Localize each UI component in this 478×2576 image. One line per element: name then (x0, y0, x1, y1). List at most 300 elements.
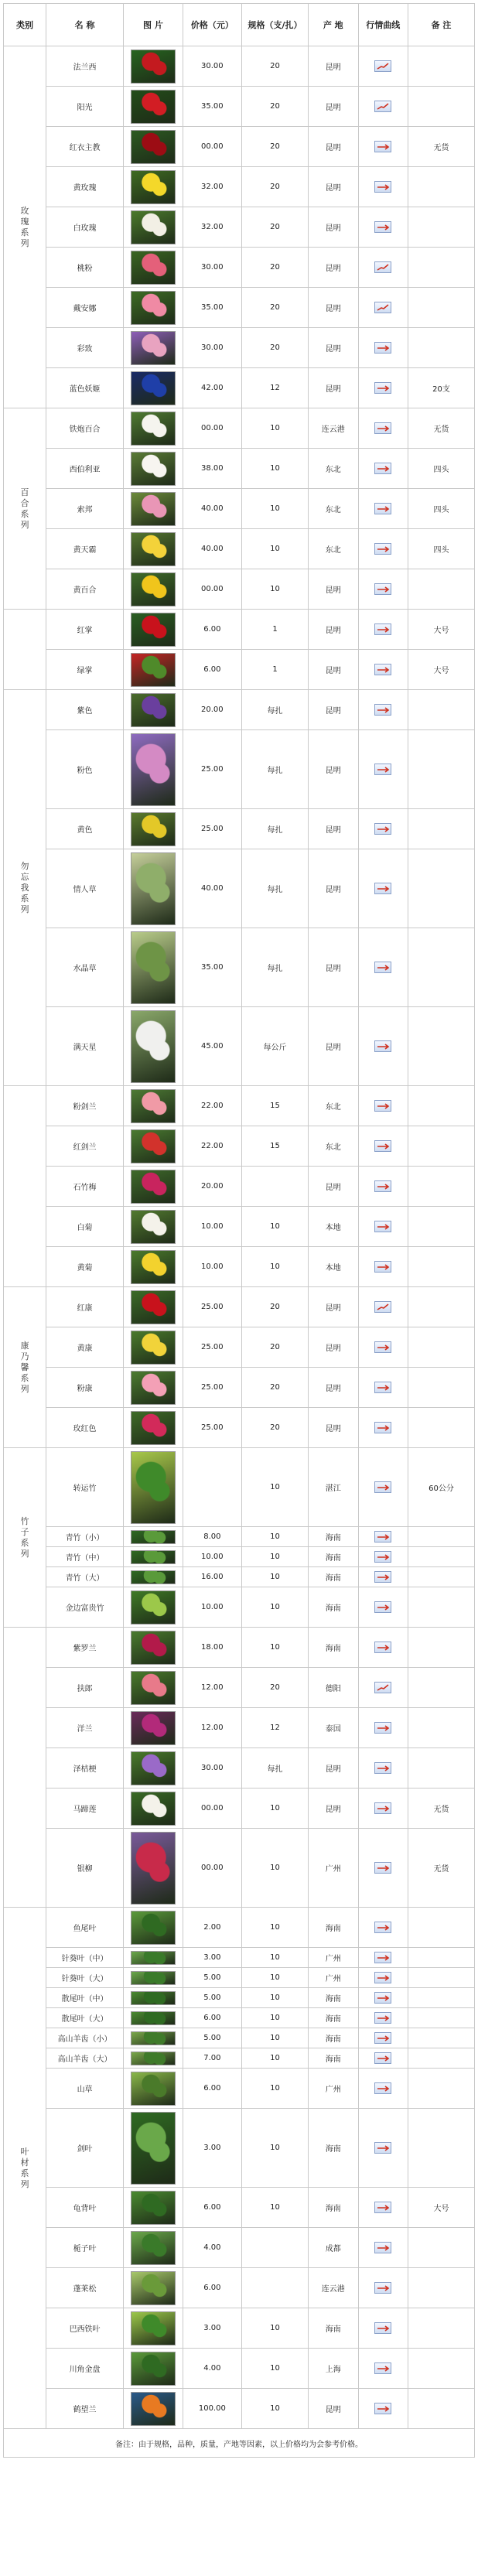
flower-thumbnail[interactable] (131, 2392, 176, 2426)
table-row (4, 1668, 475, 1708)
price-cell: 30.00 (183, 328, 241, 368)
category-label: 勿忘我系列 (20, 860, 29, 914)
note-cell (408, 1628, 474, 1668)
origin-cell: 东北 (309, 1086, 358, 1126)
image-cell (124, 928, 183, 1007)
price-cell: 5.00 (183, 2028, 241, 2048)
image-cell (124, 650, 183, 690)
trend-cell (358, 2389, 408, 2429)
trend-cell (358, 2228, 408, 2268)
table-row (4, 849, 475, 928)
image-cell (124, 1988, 183, 2008)
flower-thumbnail[interactable] (131, 1570, 176, 1584)
table-row (4, 1287, 475, 1327)
trend-up-icon[interactable] (374, 261, 391, 273)
trend-flat-icon[interactable] (374, 1992, 391, 2004)
spec-cell: 10 (242, 1829, 309, 1908)
trend-flat-icon[interactable] (374, 1922, 391, 1933)
spec-cell: 每扎 (242, 730, 309, 809)
note-cell: 无货 (408, 1789, 474, 1829)
price-cell: 3.00 (183, 2308, 241, 2349)
trend-cell (358, 408, 408, 449)
table-row (4, 248, 475, 288)
note-cell (408, 1167, 474, 1207)
trend-flat-icon[interactable] (374, 2142, 391, 2154)
spec-cell (242, 1167, 309, 1207)
name-cell: 川角金盘 (46, 2349, 123, 2389)
table-row (4, 1368, 475, 1408)
trend-cell (358, 610, 408, 650)
price-cell: 5.00 (183, 1988, 241, 2008)
flower-thumbnail[interactable] (131, 693, 176, 727)
flower-thumbnail[interactable] (131, 2031, 176, 2045)
flower-thumbnail[interactable] (131, 210, 176, 244)
trend-flat-icon[interactable] (374, 1040, 391, 1052)
flower-thumbnail[interactable] (131, 2271, 176, 2305)
trend-cell (358, 87, 408, 127)
price-cell: 6.00 (183, 2069, 241, 2109)
image-cell (124, 288, 183, 328)
price-cell: 6.00 (183, 650, 241, 690)
flower-thumbnail[interactable] (131, 1832, 176, 1905)
flower-thumbnail[interactable] (131, 2352, 176, 2386)
image-cell (124, 1948, 183, 1968)
origin-cell: 昆明 (309, 1408, 358, 1448)
price-cell: 6.00 (183, 2008, 241, 2028)
flower-thumbnail[interactable] (131, 931, 176, 1004)
origin-cell: 广州 (309, 1829, 358, 1908)
price-cell: 25.00 (183, 1327, 241, 1368)
flower-thumbnail[interactable] (131, 532, 176, 566)
trend-flat-icon[interactable] (374, 181, 391, 193)
spec-cell: 20 (242, 328, 309, 368)
price-cell: 25.00 (183, 1408, 241, 1448)
name-cell: 栀子叶 (46, 2228, 123, 2268)
flower-thumbnail[interactable] (131, 1590, 176, 1625)
trend-flat-icon[interactable] (374, 2242, 391, 2253)
note-cell (408, 1948, 474, 1968)
flower-thumbnail[interactable] (131, 1371, 176, 1405)
note-cell: 20支 (408, 368, 474, 408)
name-cell: 黄菊 (46, 1247, 123, 1287)
name-cell: 粉康 (46, 1368, 123, 1408)
name-cell: 白玫瑰 (46, 207, 123, 248)
trend-flat-icon[interactable] (374, 1551, 391, 1563)
price-cell: 00.00 (183, 569, 241, 610)
flower-thumbnail[interactable] (131, 2011, 176, 2025)
spec-cell: 每扎 (242, 690, 309, 730)
trend-flat-icon[interactable] (374, 2032, 391, 2044)
trend-flat-icon[interactable] (374, 1762, 391, 1774)
flower-thumbnail[interactable] (131, 412, 176, 446)
trend-cell (358, 1789, 408, 1829)
price-cell (183, 1448, 241, 1527)
flower-thumbnail[interactable] (131, 251, 176, 285)
trend-flat-icon[interactable] (374, 1481, 391, 1493)
flower-thumbnail[interactable] (131, 1751, 176, 1785)
trend-up-icon[interactable] (374, 1682, 391, 1693)
flower-thumbnail[interactable] (131, 170, 176, 204)
trend-flat-icon[interactable] (374, 1341, 391, 1353)
flower-thumbnail[interactable] (131, 1331, 176, 1365)
table-row (4, 809, 475, 849)
image-cell (124, 1829, 183, 1908)
name-cell: 针葵叶（中） (46, 1948, 123, 1968)
origin-cell: 上海 (309, 2349, 358, 2389)
category-cell (4, 1287, 46, 1448)
price-cell: 25.00 (183, 1287, 241, 1327)
note-cell (408, 288, 474, 328)
spec-cell: 10 (242, 1567, 309, 1587)
note-cell (408, 1007, 474, 1086)
trend-cell (358, 529, 408, 569)
price-cell: 40.00 (183, 489, 241, 529)
origin-cell: 昆明 (309, 1287, 358, 1327)
trend-flat-icon[interactable] (374, 422, 391, 434)
table-row (4, 1628, 475, 1668)
flower-thumbnail[interactable] (131, 371, 176, 405)
table-row (4, 1948, 475, 1968)
image-cell (124, 328, 183, 368)
table-row (4, 1547, 475, 1567)
table-row (4, 1748, 475, 1789)
price-cell: 18.00 (183, 1628, 241, 1668)
category-cell (4, 610, 46, 690)
trend-flat-icon[interactable] (374, 1100, 391, 1112)
name-cell: 蓝色妖姬 (46, 368, 123, 408)
image-cell (124, 2308, 183, 2349)
table-row (4, 1126, 475, 1167)
note-cell (408, 849, 474, 928)
name-cell: 青竹（小） (46, 1527, 123, 1547)
flower-thumbnail[interactable] (131, 1010, 176, 1083)
price-cell: 35.00 (183, 288, 241, 328)
flower-thumbnail[interactable] (131, 1250, 176, 1284)
flower-thumbnail[interactable] (131, 1290, 176, 1324)
price-cell: 3.00 (183, 2109, 241, 2188)
image-cell (124, 1167, 183, 1207)
origin-cell: 海南 (309, 2308, 358, 2349)
name-cell: 扶郎 (46, 1668, 123, 1708)
flower-thumbnail[interactable] (131, 1671, 176, 1705)
table-row (4, 1327, 475, 1368)
note-cell (408, 2308, 474, 2349)
flower-thumbnail[interactable] (131, 2112, 176, 2185)
trend-up-icon[interactable] (374, 302, 391, 313)
origin-cell: 昆明 (309, 1167, 358, 1207)
table-row (4, 1829, 475, 1908)
flower-thumbnail[interactable] (131, 492, 176, 526)
trend-flat-icon[interactable] (374, 764, 391, 775)
trend-up-icon[interactable] (374, 1301, 391, 1313)
table-row (4, 1708, 475, 1748)
trend-flat-icon[interactable] (374, 221, 391, 233)
trend-flat-icon[interactable] (374, 2282, 391, 2294)
header-origin: 产 地 (309, 4, 358, 46)
price-cell: 6.00 (183, 610, 241, 650)
trend-flat-icon[interactable] (374, 2403, 391, 2414)
trend-flat-icon[interactable] (374, 1952, 391, 1963)
origin-cell: 东北 (309, 529, 358, 569)
trend-flat-icon[interactable] (374, 883, 391, 894)
flower-thumbnail[interactable] (131, 291, 176, 325)
origin-cell: 昆明 (309, 328, 358, 368)
trend-flat-icon[interactable] (374, 342, 391, 354)
flower-thumbnail[interactable] (131, 1711, 176, 1745)
flower-thumbnail[interactable] (131, 1129, 176, 1163)
flower-thumbnail[interactable] (131, 1951, 176, 1965)
trend-flat-icon[interactable] (374, 2082, 391, 2094)
origin-cell: 海南 (309, 2048, 358, 2069)
image-cell (124, 1207, 183, 1247)
name-cell: 白菊 (46, 1207, 123, 1247)
image-cell (124, 1968, 183, 1988)
name-cell: 洋兰 (46, 1708, 123, 1748)
price-cell: 45.00 (183, 1007, 241, 1086)
flower-price-table (3, 3, 475, 2458)
image-cell (124, 368, 183, 408)
trend-flat-icon[interactable] (374, 1571, 391, 1583)
trend-cell (358, 2008, 408, 2028)
origin-cell: 海南 (309, 1587, 358, 1628)
price-cell: 10.00 (183, 1207, 241, 1247)
trend-cell (358, 2349, 408, 2389)
trend-flat-icon[interactable] (374, 823, 391, 835)
price-cell: 38.00 (183, 449, 241, 489)
table-row (4, 408, 475, 449)
spec-cell: 10 (242, 1207, 309, 1247)
spec-cell: 10 (242, 1527, 309, 1547)
flower-thumbnail[interactable] (131, 613, 176, 647)
note-cell (408, 1368, 474, 1408)
trend-flat-icon[interactable] (374, 1261, 391, 1273)
flower-thumbnail[interactable] (131, 1991, 176, 2005)
trend-cell (358, 449, 408, 489)
note-cell: 四头 (408, 529, 474, 569)
name-cell: 山草 (46, 2069, 123, 2109)
flower-thumbnail[interactable] (131, 733, 176, 806)
image-cell (124, 1547, 183, 1567)
table-row (4, 1408, 475, 1448)
flower-thumbnail[interactable] (131, 1170, 176, 1204)
header-image: 图 片 (124, 4, 183, 46)
trend-flat-icon[interactable] (374, 1140, 391, 1152)
spec-cell: 1 (242, 610, 309, 650)
flower-thumbnail[interactable] (131, 1971, 176, 1985)
table-row (4, 1007, 475, 1086)
spec-cell: 20 (242, 1327, 309, 1368)
flower-thumbnail[interactable] (131, 852, 176, 925)
note-cell: 四头 (408, 489, 474, 529)
note-cell (408, 809, 474, 849)
price-cell: 25.00 (183, 809, 241, 849)
origin-cell: 昆明 (309, 849, 358, 928)
name-cell: 满天星 (46, 1007, 123, 1086)
image-cell (124, 2349, 183, 2389)
image-cell (124, 1587, 183, 1628)
table-row (4, 328, 475, 368)
price-cell: 16.00 (183, 1567, 241, 1587)
origin-cell: 海南 (309, 2028, 358, 2048)
trend-flat-icon[interactable] (374, 1862, 391, 1874)
price-cell: 32.00 (183, 207, 241, 248)
flower-thumbnail[interactable] (131, 331, 176, 365)
trend-flat-icon[interactable] (374, 1972, 391, 1983)
trend-flat-icon[interactable] (374, 583, 391, 595)
trend-up-icon[interactable] (374, 101, 391, 112)
table-row (4, 2008, 475, 2028)
flower-thumbnail[interactable] (131, 812, 176, 846)
name-cell: 铁炮百合 (46, 408, 123, 449)
flower-thumbnail[interactable] (131, 1550, 176, 1564)
trend-flat-icon[interactable] (374, 1601, 391, 1613)
flower-thumbnail[interactable] (131, 50, 176, 84)
image-cell (124, 87, 183, 127)
table-row (4, 1527, 475, 1547)
note-cell (408, 1587, 474, 1628)
note-cell: 大号 (408, 2188, 474, 2228)
spec-cell: 20 (242, 288, 309, 328)
table-row (4, 2228, 475, 2268)
image-cell (124, 1287, 183, 1327)
flower-thumbnail[interactable] (131, 653, 176, 687)
origin-cell: 海南 (309, 1547, 358, 1567)
price-cell: 42.00 (183, 368, 241, 408)
trend-flat-icon[interactable] (374, 1802, 391, 1814)
trend-flat-icon[interactable] (374, 1642, 391, 1653)
price-cell: 4.00 (183, 2228, 241, 2268)
trend-flat-icon[interactable] (374, 1531, 391, 1543)
origin-cell: 海南 (309, 1908, 358, 1948)
note-cell (408, 2389, 474, 2429)
image-cell (124, 2028, 183, 2048)
note-cell (408, 1527, 474, 1547)
trend-flat-icon[interactable] (374, 704, 391, 716)
origin-cell: 昆明 (309, 167, 358, 207)
note-cell (408, 1247, 474, 1287)
spec-cell: 10 (242, 2389, 309, 2429)
flower-thumbnail[interactable] (131, 2052, 176, 2065)
flower-thumbnail[interactable] (131, 130, 176, 164)
price-cell: 32.00 (183, 167, 241, 207)
trend-flat-icon[interactable] (374, 1221, 391, 1232)
flower-thumbnail[interactable] (131, 572, 176, 606)
flower-thumbnail[interactable] (131, 2231, 176, 2265)
name-cell: 戴安娜 (46, 288, 123, 328)
name-cell: 散尾叶（中） (46, 1988, 123, 2008)
flower-thumbnail[interactable] (131, 1451, 176, 1524)
image-cell (124, 1368, 183, 1408)
name-cell: 红掌 (46, 610, 123, 650)
price-cell: 10.00 (183, 1587, 241, 1628)
trend-cell (358, 2268, 408, 2308)
origin-cell: 海南 (309, 1527, 358, 1547)
table-row (4, 2349, 475, 2389)
trend-flat-icon[interactable] (374, 664, 391, 675)
spec-cell: 10 (242, 1547, 309, 1567)
trend-cell (358, 1247, 408, 1287)
flower-thumbnail[interactable] (131, 90, 176, 124)
spec-cell: 10 (242, 1628, 309, 1668)
name-cell: 龟背叶 (46, 2188, 123, 2228)
trend-flat-icon[interactable] (374, 2052, 391, 2064)
table-header (4, 4, 475, 46)
flower-thumbnail[interactable] (131, 2311, 176, 2345)
flower-thumbnail[interactable] (131, 2072, 176, 2106)
price-cell: 10.00 (183, 1247, 241, 1287)
flower-thumbnail[interactable] (131, 452, 176, 486)
note-cell (408, 1668, 474, 1708)
trend-flat-icon[interactable] (374, 382, 391, 394)
note-cell (408, 569, 474, 610)
image-cell (124, 1247, 183, 1287)
image-cell (124, 2228, 183, 2268)
trend-flat-icon[interactable] (374, 624, 391, 635)
flower-thumbnail[interactable] (131, 1411, 176, 1445)
trend-flat-icon[interactable] (374, 2202, 391, 2213)
price-cell: 00.00 (183, 127, 241, 167)
trend-flat-icon[interactable] (374, 2362, 391, 2374)
flower-thumbnail[interactable] (131, 1792, 176, 1826)
image-cell (124, 489, 183, 529)
flower-thumbnail[interactable] (131, 1210, 176, 1244)
trend-flat-icon[interactable] (374, 503, 391, 514)
spec-cell: 10 (242, 489, 309, 529)
trend-flat-icon[interactable] (374, 463, 391, 474)
trend-up-icon[interactable] (374, 60, 391, 72)
spec-cell: 每扎 (242, 809, 309, 849)
image-cell (124, 1007, 183, 1086)
trend-cell (358, 569, 408, 610)
flower-thumbnail[interactable] (131, 1911, 176, 1945)
table-row (4, 368, 475, 408)
price-cell: 12.00 (183, 1668, 241, 1708)
trend-flat-icon[interactable] (374, 141, 391, 152)
name-cell: 索邦 (46, 489, 123, 529)
trend-flat-icon[interactable] (374, 1382, 391, 1393)
note-cell (408, 2349, 474, 2389)
image-cell (124, 690, 183, 730)
note-cell (408, 1567, 474, 1587)
flower-thumbnail[interactable] (131, 1530, 176, 1544)
category-cell (4, 1448, 46, 1628)
trend-flat-icon[interactable] (374, 1722, 391, 1734)
name-cell: 情人草 (46, 849, 123, 928)
table-row (4, 2069, 475, 2109)
trend-cell (358, 1708, 408, 1748)
trend-flat-icon[interactable] (374, 543, 391, 555)
note-cell (408, 248, 474, 288)
spec-cell: 10 (242, 2028, 309, 2048)
note-cell (408, 46, 474, 87)
table-row (4, 167, 475, 207)
table-row (4, 1908, 475, 1948)
image-cell (124, 1408, 183, 1448)
trend-flat-icon[interactable] (374, 962, 391, 973)
origin-cell: 广州 (309, 1968, 358, 1988)
flower-thumbnail[interactable] (131, 2191, 176, 2225)
header-name: 名 称 (46, 4, 123, 46)
image-cell (124, 1086, 183, 1126)
flower-thumbnail[interactable] (131, 1089, 176, 1123)
trend-cell (358, 2109, 408, 2188)
spec-cell: 10 (242, 2188, 309, 2228)
trend-flat-icon[interactable] (374, 1422, 391, 1433)
trend-flat-icon[interactable] (374, 2322, 391, 2334)
trend-flat-icon[interactable] (374, 2012, 391, 2024)
flower-thumbnail[interactable] (131, 1631, 176, 1665)
trend-flat-icon[interactable] (374, 1180, 391, 1192)
